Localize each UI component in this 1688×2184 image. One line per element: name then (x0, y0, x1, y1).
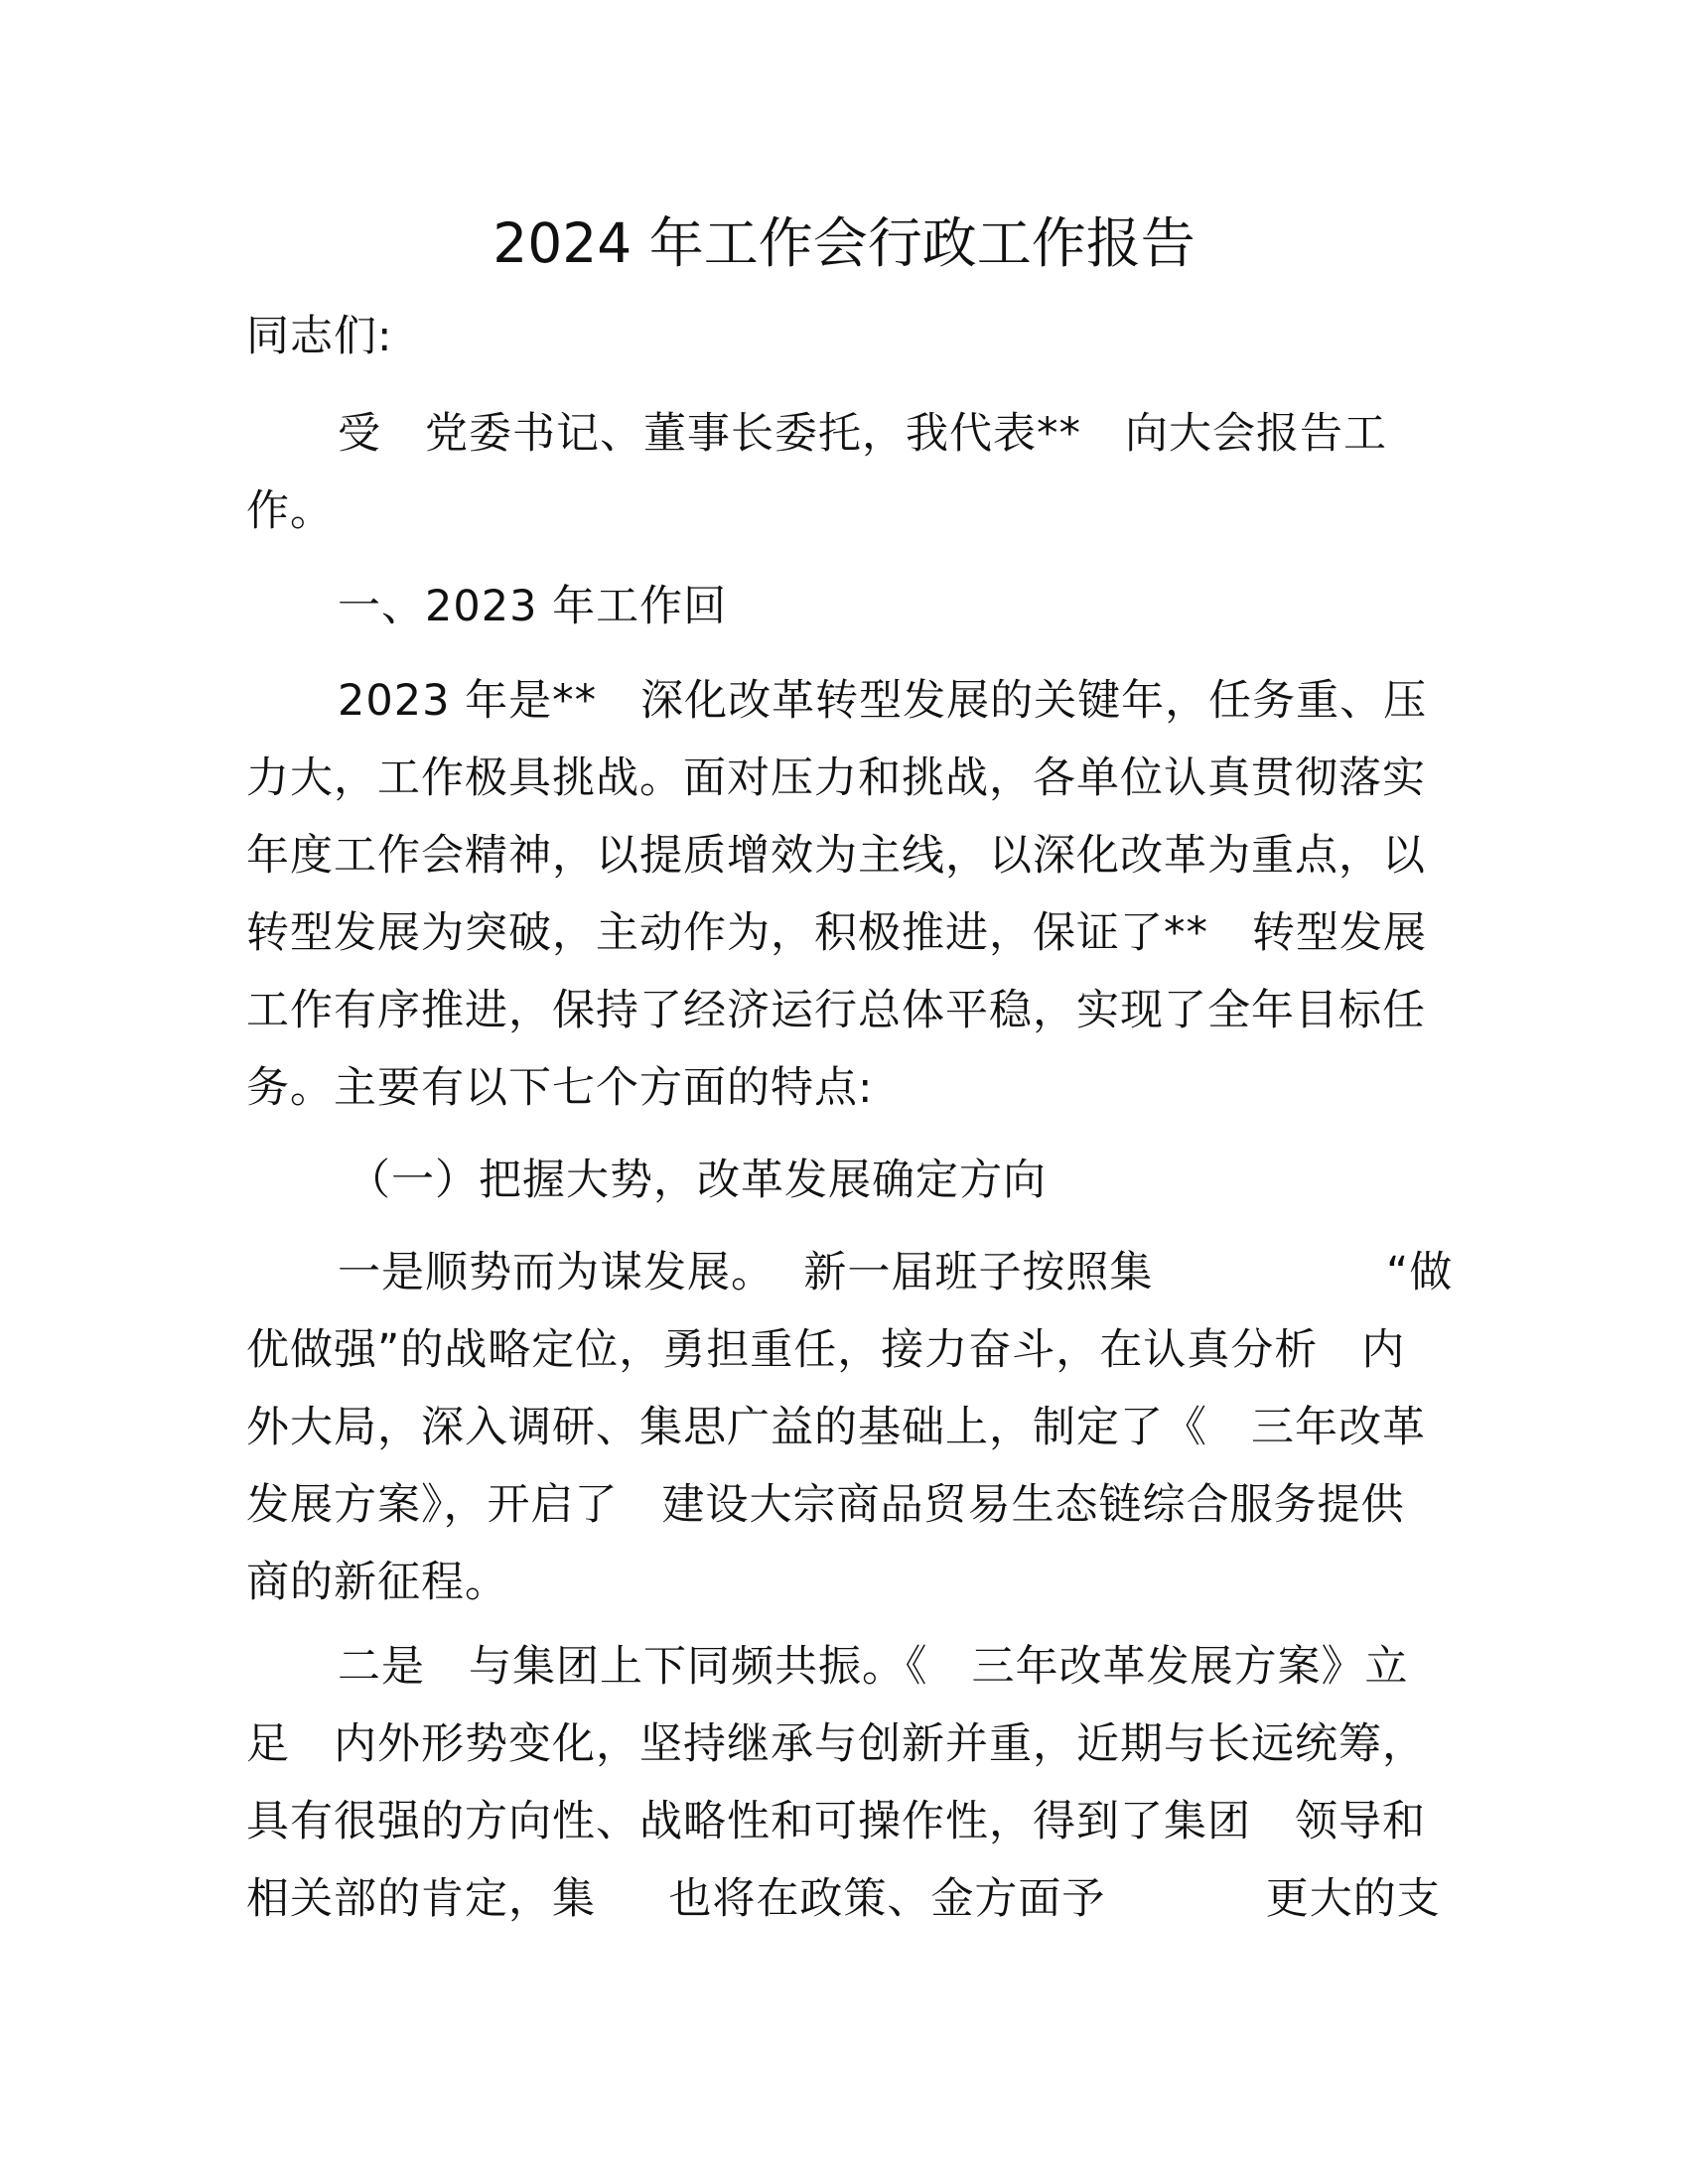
point2-line-1: 二是 与集团上下同频共振。《 三年改革发展方案》立 (338, 1642, 1409, 1692)
overview-paragraph (246, 662, 1438, 1127)
section1-heading-text: 一、2023 年工作回 (338, 582, 728, 631)
point2-line-2: 足 内外形势变化，坚持继承与创新并重，近期与长远统筹， (246, 1719, 1427, 1769)
point1-line-4: 发展方案》，开启了 建设大宗商品贸易生态链综合服务提供 (246, 1480, 1405, 1530)
overview-line-6: 务。主要有以下七个方面的特点: (246, 1063, 874, 1113)
greeting-text: 同志们: (246, 312, 393, 361)
point1-line-3: 外大局，深入调研、集思广益的基础上，制定了《 三年改革 (246, 1403, 1427, 1452)
point2-line-4: 相关部的肯定，集 也将在政策、金方面予 更大的支 (246, 1874, 1441, 1924)
overview-line-1: 2023 年是** 深化改革转型发展的关键年，任务重、压 (338, 676, 1428, 726)
point1-line-2: 优做强”的战略定位，勇担重任，接力奋斗，在认真分析 内 (246, 1325, 1406, 1375)
document-title: 2024 年工作会行政工作报告 (492, 211, 1196, 275)
overview-line-5: 工作有序推进，保持了经济运行总体平稳，实现了全年目标任 (246, 986, 1426, 1035)
overview-line-3: 年度工作会精神，以提质增效为主线，以深化改革为重点，以 (246, 831, 1426, 881)
overview-line-2: 力大，工作极具挑战。面对压力和挑战，各单位认真贯彻落实 (246, 753, 1426, 803)
overview-line-4: 转型发展为突破，主动作为，积极推进，保证了** 转型发展 (246, 908, 1428, 958)
intro-paragraph (338, 395, 1529, 473)
intro-line-1: 受 党委书记、董事长委托，我代表** 向大会报告工 (338, 409, 1388, 459)
point1-paragraph (246, 1234, 1454, 1621)
intro-line-2: 作。 (246, 486, 334, 536)
greeting (246, 298, 1527, 375)
subsection1-heading (348, 1142, 1539, 1219)
point2-paragraph (246, 1628, 1441, 1938)
point1-line-5: 商的新征程。 (246, 1558, 508, 1607)
subsection1-heading-text: （一）把握大势，改革发展确定方向 (348, 1156, 1047, 1205)
section1-heading (338, 568, 1529, 645)
point2-line-3: 具有很强的方向性、战略性和可操作性，得到了集团 领导和 (246, 1797, 1427, 1846)
intro-paragraph-cont (246, 473, 1438, 550)
point1-line-1: 一是顺势而为谋发展。 新一届班子按照集 “做 (338, 1248, 1454, 1297)
